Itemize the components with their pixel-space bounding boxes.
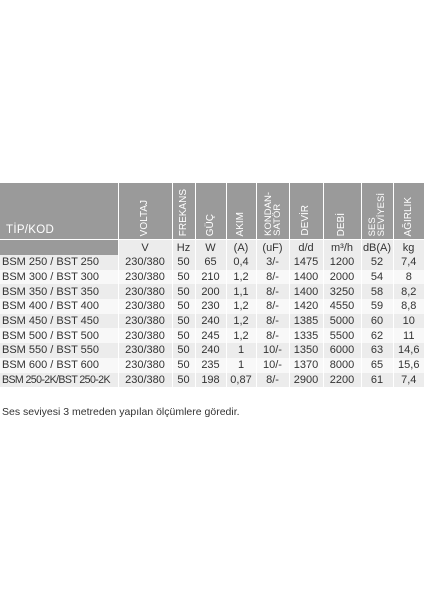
sound-level-cell: 65 bbox=[361, 358, 393, 373]
current-cell: 1,2 bbox=[226, 328, 256, 343]
sound-level-cell: 52 bbox=[361, 255, 393, 270]
voltage-cell: 230/380 bbox=[118, 343, 172, 358]
table-row bbox=[0, 284, 424, 299]
unit-power: W bbox=[195, 240, 226, 256]
airflow-cell: 4550 bbox=[323, 299, 361, 314]
voltage-cell: 230/380 bbox=[118, 328, 172, 343]
table-row bbox=[0, 270, 424, 285]
table-row bbox=[0, 358, 424, 373]
sound-level-cell: 58 bbox=[361, 284, 393, 299]
frequency-cell: 50 bbox=[172, 299, 195, 314]
power-cell: 200 bbox=[195, 284, 226, 299]
current-cell: 1,2 bbox=[226, 299, 256, 314]
model-cell: BSM 350 / BST 350 bbox=[0, 284, 118, 299]
weight-cell: 14,6 bbox=[393, 343, 424, 358]
current-cell: 1 bbox=[226, 343, 256, 358]
sound-level-cell: 59 bbox=[361, 299, 393, 314]
model-cell: BSM 300 / BST 300 bbox=[0, 270, 118, 285]
capacitor-cell: 8/- bbox=[256, 328, 289, 343]
current-cell: 0,4 bbox=[226, 255, 256, 270]
current-cell: 1,2 bbox=[226, 314, 256, 329]
power-cell: 240 bbox=[195, 314, 226, 329]
weight-cell: 7,4 bbox=[393, 373, 424, 388]
speed-cell: 1350 bbox=[289, 343, 323, 358]
table-row bbox=[0, 255, 424, 270]
header-capacitor-line2: SATÖR bbox=[271, 203, 283, 236]
unit-type bbox=[0, 240, 118, 256]
specification-table bbox=[0, 183, 424, 387]
power-cell: 230 bbox=[195, 299, 226, 314]
sound-level-cell: 60 bbox=[361, 314, 393, 329]
header-airflow bbox=[323, 183, 361, 240]
power-cell: 210 bbox=[195, 270, 226, 285]
table-row bbox=[0, 328, 424, 343]
weight-cell: 8 bbox=[393, 270, 424, 285]
header-type: TİP/KOD bbox=[0, 183, 118, 240]
unit-voltage: V bbox=[118, 240, 172, 256]
current-cell: 1 bbox=[226, 358, 256, 373]
voltage-cell: 230/380 bbox=[118, 270, 172, 285]
speed-cell: 2900 bbox=[289, 373, 323, 388]
header-capacitor bbox=[256, 183, 289, 240]
power-cell: 198 bbox=[195, 373, 226, 388]
capacitor-cell: 8/- bbox=[256, 284, 289, 299]
header-capacitor-label bbox=[264, 188, 282, 236]
frequency-cell: 50 bbox=[172, 270, 195, 285]
header-sound-level bbox=[361, 183, 393, 240]
frequency-cell: 50 bbox=[172, 343, 195, 358]
header-weight bbox=[393, 183, 424, 240]
voltage-cell: 230/380 bbox=[118, 358, 172, 373]
unit-weight: kg bbox=[393, 240, 424, 256]
header-power-label: GÜÇ bbox=[204, 213, 216, 236]
current-cell: 0,87 bbox=[226, 373, 256, 388]
sound-level-cell: 54 bbox=[361, 270, 393, 285]
capacitor-cell: 8/- bbox=[256, 299, 289, 314]
table-header bbox=[0, 183, 424, 255]
header-speed-label: DEVİR bbox=[300, 205, 311, 236]
frequency-cell: 50 bbox=[172, 255, 195, 270]
airflow-cell: 6000 bbox=[323, 343, 361, 358]
header-capacitor-line1: KONDAN- bbox=[262, 192, 274, 236]
power-cell: 235 bbox=[195, 358, 226, 373]
weight-cell: 15,6 bbox=[393, 358, 424, 373]
weight-cell: 11 bbox=[393, 328, 424, 343]
unit-capacitor: (uF) bbox=[256, 240, 289, 256]
unit-sound-level: dB(A) bbox=[362, 241, 392, 254]
unit-airflow: m³/h bbox=[323, 240, 361, 256]
header-speed bbox=[289, 183, 323, 240]
current-cell: 1,2 bbox=[226, 270, 256, 285]
current-cell: 1,1 bbox=[226, 284, 256, 299]
speed-cell: 1420 bbox=[289, 299, 323, 314]
power-cell: 240 bbox=[195, 343, 226, 358]
header-row bbox=[0, 183, 424, 240]
header-voltage bbox=[118, 183, 172, 240]
speed-cell: 1385 bbox=[289, 314, 323, 329]
model-cell: BSM 550 / BST 550 bbox=[0, 343, 118, 358]
frequency-cell: 50 bbox=[172, 314, 195, 329]
power-cell: 245 bbox=[195, 328, 226, 343]
header-sound-line1: SES bbox=[367, 216, 378, 236]
sound-level-cell: 63 bbox=[361, 343, 393, 358]
model-cell: BSM 500 / BST 500 bbox=[0, 328, 118, 343]
frequency-cell: 50 bbox=[172, 373, 195, 388]
header-current-label: AKIM bbox=[235, 211, 246, 236]
model-cell: BSM 250 / BST 250 bbox=[0, 255, 118, 270]
units-row bbox=[0, 240, 424, 256]
voltage-cell: 230/380 bbox=[118, 314, 172, 329]
capacitor-cell: 10/- bbox=[256, 358, 289, 373]
voltage-cell: 230/380 bbox=[118, 284, 172, 299]
unit-speed: d/d bbox=[289, 240, 323, 256]
airflow-cell: 5000 bbox=[323, 314, 361, 329]
airflow-cell: 1200 bbox=[323, 255, 361, 270]
header-frequency bbox=[172, 183, 195, 240]
model-cell: BSM 600 / BST 600 bbox=[0, 358, 118, 373]
sound-level-cell: 61 bbox=[361, 373, 393, 388]
header-airflow-label: DEBİ bbox=[336, 212, 347, 236]
footnote: Ses seviyesi 3 metreden yapılan ölçümlere göredir. bbox=[2, 406, 240, 418]
speed-cell: 1475 bbox=[289, 255, 323, 270]
model-cell: BSM 450 / BST 450 bbox=[0, 314, 118, 329]
voltage-cell: 230/380 bbox=[118, 255, 172, 270]
voltage-cell: 230/380 bbox=[118, 299, 172, 314]
capacitor-cell: 10/- bbox=[256, 343, 289, 358]
table-row bbox=[0, 299, 424, 314]
speed-cell: 1370 bbox=[289, 358, 323, 373]
header-weight-label: AĞIRLIK bbox=[402, 196, 414, 236]
unit-frequency: Hz bbox=[172, 240, 195, 256]
airflow-cell: 3250 bbox=[323, 284, 361, 299]
table-row bbox=[0, 314, 424, 329]
header-power bbox=[195, 183, 226, 240]
speed-cell: 1335 bbox=[289, 328, 323, 343]
model-cell: BSM 250-2K/BST 250-2K bbox=[0, 373, 118, 388]
airflow-cell: 8000 bbox=[323, 358, 361, 373]
model-cell: BSM 400 / BST 400 bbox=[0, 299, 118, 314]
table-row bbox=[0, 373, 424, 388]
capacitor-cell: 8/- bbox=[256, 270, 289, 285]
weight-cell: 8,2 bbox=[393, 284, 424, 299]
weight-cell: 10 bbox=[393, 314, 424, 329]
header-sound-level-label bbox=[368, 189, 386, 236]
frequency-cell: 50 bbox=[172, 358, 195, 373]
header-sound-line2: SEVİYESİ bbox=[376, 192, 387, 236]
unit-current: (A) bbox=[226, 240, 256, 256]
sound-level-cell: 62 bbox=[361, 328, 393, 343]
header-frequency-label: FREKANS bbox=[177, 188, 189, 236]
airflow-cell: 2200 bbox=[323, 373, 361, 388]
speed-cell: 1400 bbox=[289, 284, 323, 299]
frequency-cell: 50 bbox=[172, 328, 195, 343]
airflow-cell: 2000 bbox=[323, 270, 361, 285]
voltage-cell: 230/380 bbox=[118, 373, 172, 388]
power-cell: 65 bbox=[195, 255, 226, 270]
weight-cell: 7,4 bbox=[393, 255, 424, 270]
header-voltage-label: VOLTAJ bbox=[139, 199, 150, 236]
table-body bbox=[0, 255, 424, 387]
airflow-cell: 5500 bbox=[323, 328, 361, 343]
capacitor-cell: 8/- bbox=[256, 314, 289, 329]
speed-cell: 1400 bbox=[289, 270, 323, 285]
table-row bbox=[0, 343, 424, 358]
capacitor-cell: 3/- bbox=[256, 255, 289, 270]
weight-cell: 8,8 bbox=[393, 299, 424, 314]
frequency-cell: 50 bbox=[172, 284, 195, 299]
header-current bbox=[226, 183, 256, 240]
capacitor-cell: 8/- bbox=[256, 373, 289, 388]
